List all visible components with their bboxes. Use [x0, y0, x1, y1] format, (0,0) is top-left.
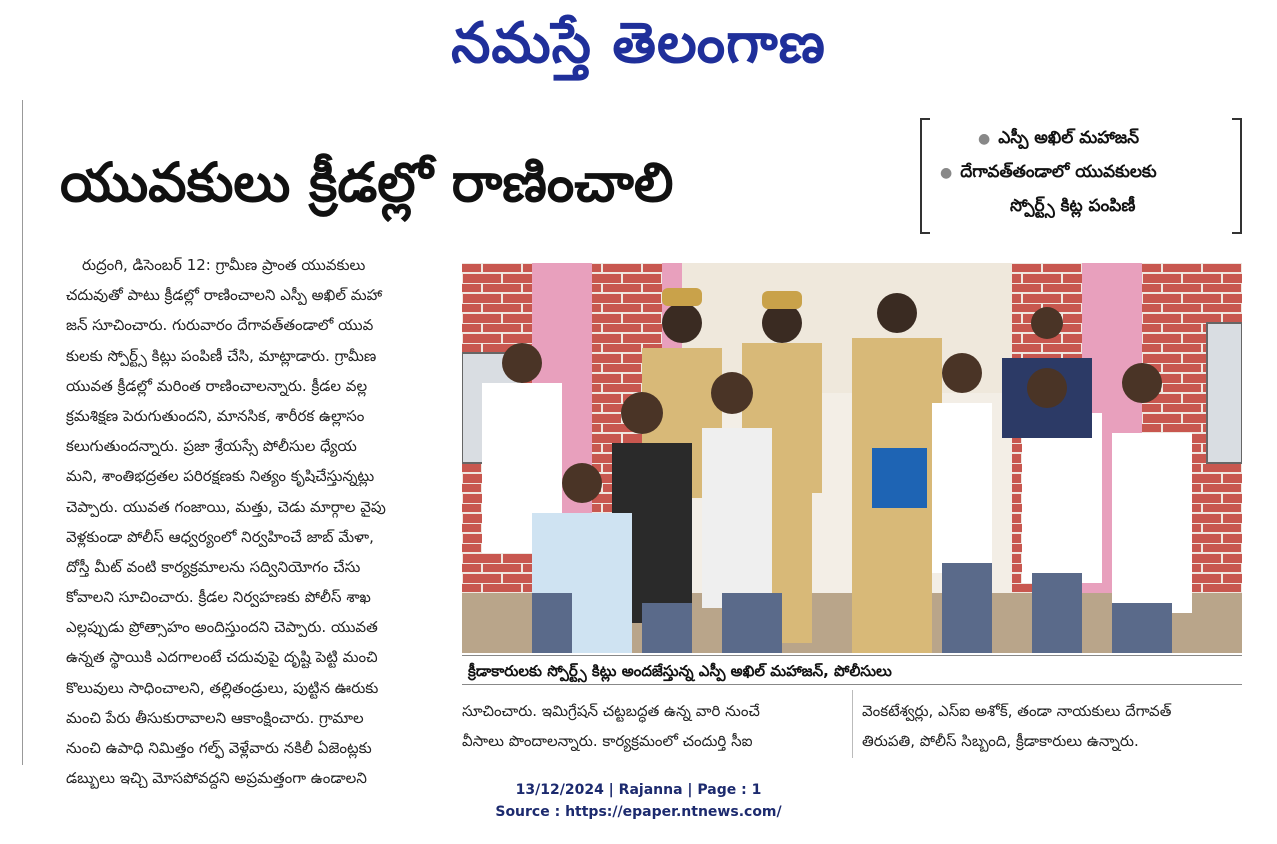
body-line: నుంచి ఉపాధి నిమిత్తం గల్ఫ్ వెళ్లేవారు నకిలీ ఏజెంట్లకు: [66, 739, 372, 757]
body-line: దోస్తీ మీట్ వంటి కార్యక్రమాలను సద్వినియోగం చేసు: [66, 557, 361, 576]
body-line: వెంకటేశ్వర్లు, ఎస్ఐ అశోక్, తండా నాయకులు దేగావత్: [862, 702, 1172, 720]
bracket-right: [1232, 118, 1242, 234]
footer-source-link[interactable]: Source : https://epaper.ntnews.com/: [495, 804, 782, 820]
body-line: ఎల్లప్పుడు ప్రోత్సాహం అందిస్తుందని చెప్పారు. యువత: [66, 618, 378, 637]
body-line: కులకు స్పోర్ట్స్ కిట్లు పంపిణీ చేసి, మాట్లాడారు. గ్రామీణ: [66, 346, 377, 365]
photo-caption: క్రీడాకారులకు స్పోర్ట్స్ కిట్లు అందజేస్తున్న ఎస్పీ అఖిల్ మహాజన్, పోలీసులు: [462, 655, 1242, 685]
body-line: చదువుతో పాటు క్రీడల్లో రాణించాలని ఎస్పీ అఖిల్ మహా: [66, 286, 383, 305]
body-line: కోవాలని సూచించారు. క్రీడల నిర్వహణకు పోలీస్ శాఖ: [66, 588, 371, 607]
headline-highlights: [920, 118, 1242, 230]
body-line: సూచించారు. ఇమిగ్రేషన్ చట్టబద్ధత ఉన్న వారి నుంచే: [462, 702, 760, 720]
body-line: ఉన్నత స్థాయికి ఎదగాలంటే చదువుపై దృష్టి పెట్టి మంచి: [66, 648, 378, 667]
group-photo-illustration: [462, 263, 1242, 653]
footer-date-edition: 13/12/2024 | Rajanna | Page : 1: [515, 782, 762, 798]
article-body-column-2: [462, 696, 842, 756]
body-line: మంచి పేరు తీసుకురావాలని ఆకాంక్షించారు. గ్రామాల: [66, 708, 364, 727]
bullet-icon: ●: [978, 131, 991, 147]
newspaper-masthead: నమస్తే తెలంగాణ: [451, 11, 826, 76]
article-headline: యువకులు క్రీడల్లో రాణించాలి: [60, 151, 674, 214]
bullet-icon: ●: [940, 165, 953, 181]
body-line: చెప్పారు. యువత గంజాయి, మత్తు, చెడు మార్గాల వైపు: [66, 497, 386, 516]
body-line: క్రమశిక్షణ పెరుగుతుందని, మానసిక, శారీరక ఉల్లాసం: [66, 406, 365, 425]
highlight-item-2: ● దేగావత్‌తండాలో యువకులకు: [940, 162, 1157, 182]
bracket-left: [920, 118, 930, 234]
highlight-item-2-cont: స్పోర్ట్స్ కిట్ల పంపిణీ: [1010, 196, 1136, 216]
body-line: కలుగుతుందన్నారు. ప్రజా శ్రేయస్సే పోలీసుల ధ్యేయ: [66, 437, 357, 456]
body-line: జన్ సూచించారు. గురువారం దేగావత్‌తండాలో యువ: [66, 316, 374, 335]
body-line: యువత క్రీడల్లో మరింత రాణించాలన్నారు. క్రీడల వల్ల: [66, 376, 368, 395]
highlight-item-1: ● ఎస్పీ అఖిల్ మహాజన్: [978, 128, 1140, 148]
body-line: మని, శాంతిభద్రతల పరిరక్షణకు నిత్యం కృషిచేస్తున్నట్లు: [66, 467, 375, 486]
news-photo: [462, 263, 1242, 653]
body-line: తిరుపతి, పోలీస్ సిబ్బంది, క్రీడాకారులు ఉన్నారు.: [862, 732, 1139, 750]
body-line: రుద్రంగి, డిసెంబర్ 12: గ్రామీణ ప్రాంత యువకులు: [82, 256, 366, 274]
body-line: వీసాలు పొందాలన్నారు. కార్యక్రమంలో చందుర్తి సీఐ: [462, 732, 753, 750]
body-line: డబ్బులు ఇచ్చి మోసపోవద్దని అప్రమత్తంగా ఉండాలని: [66, 769, 367, 788]
column-separator: [852, 690, 853, 758]
body-line: కొలువులు సాధించాలని, తల్లితండ్రులు, పుట్టిన ఊరుకు: [66, 678, 379, 697]
body-line: వెళ్లకుండా పోలీస్ ఆధ్వర్యంలో నిర్వహించే జాబ్ మేళా,: [66, 527, 374, 546]
left-column-rule: [22, 100, 23, 765]
article-body-column-1: [66, 250, 446, 793]
article-body-column-3: [862, 696, 1242, 756]
